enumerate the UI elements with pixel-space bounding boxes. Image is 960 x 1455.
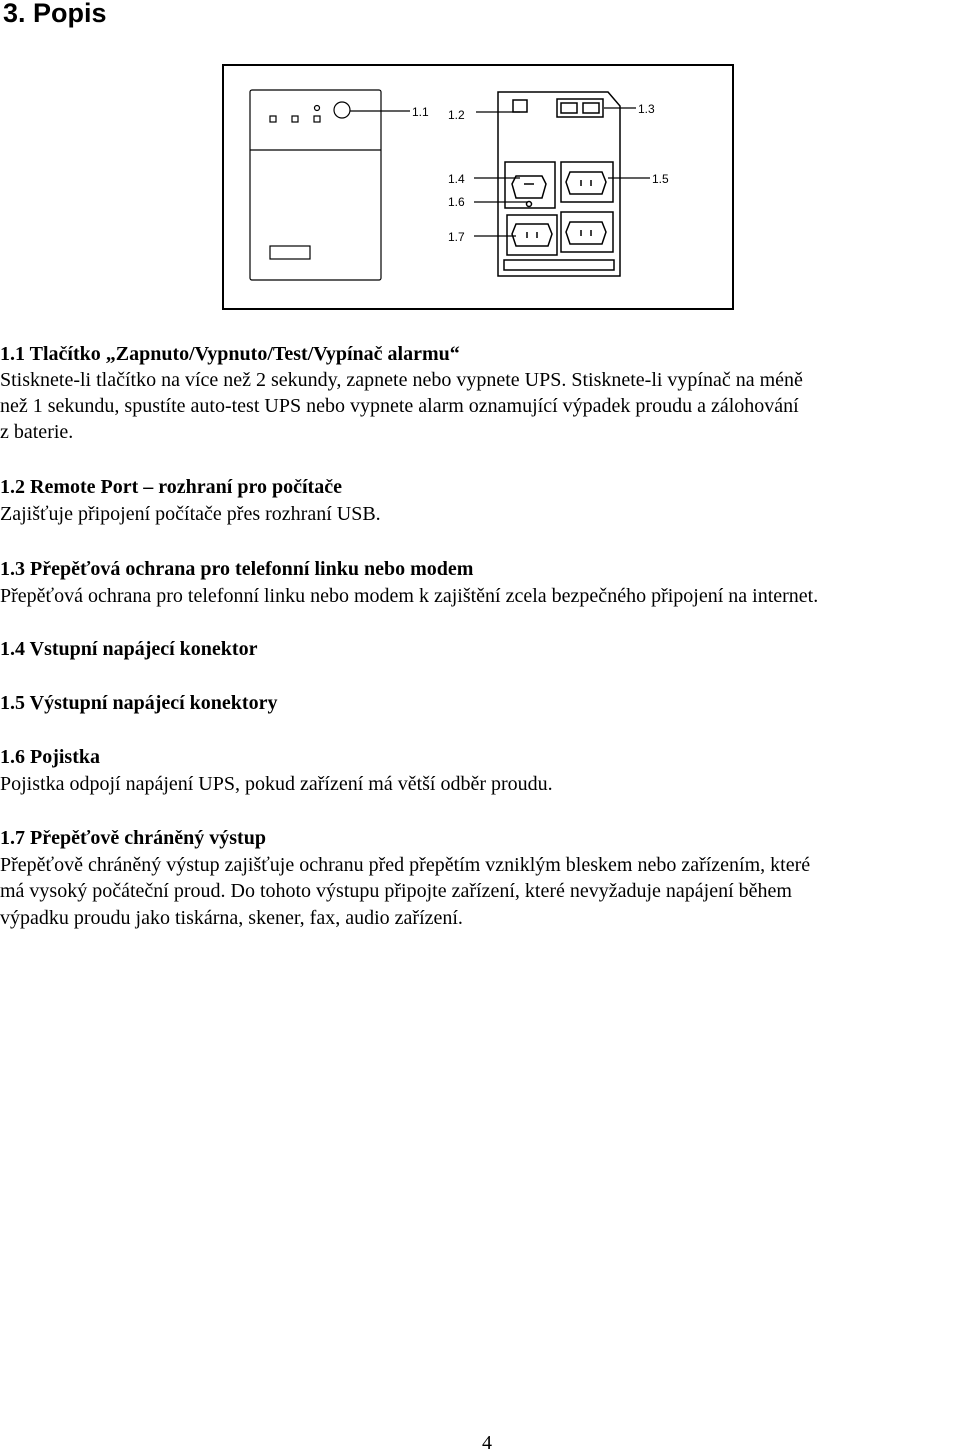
callout-label: 1.4 [448, 172, 465, 186]
section-title: 1.4 Vstupní napájecí konektor [0, 638, 258, 660]
section-title: 1.6 Pojistka [0, 746, 100, 768]
callout-label: 1.1 [412, 105, 429, 119]
callout-label: 1.2 [448, 108, 465, 122]
callout-label: 1.6 [448, 195, 465, 209]
page-number: 4 [482, 1432, 492, 1454]
section-title: 1.7 Přepěťově chráněný výstup [0, 827, 266, 849]
section-body-line: výpadku proudu jako tiskárna, skener, fax, audio zařízení. [0, 907, 463, 929]
callout-leader-lines [350, 108, 650, 236]
ups-front-view [250, 90, 381, 280]
section-body-line: Zajišťuje připojení počítače přes rozhraní USB. [0, 503, 381, 525]
callout-label: 1.3 [638, 102, 655, 116]
section-title: 1.5 Výstupní napájecí konektory [0, 692, 278, 714]
ups-rear-view [498, 92, 620, 276]
section-title: 1.2 Remote Port – rozhraní pro počítače [0, 476, 342, 498]
section-body-line: Přepěťově chráněný výstup zajišťuje ochranu před přepětím vzniklým bleskem nebo zařízením, které [0, 854, 811, 876]
section-title: 1.1 Tlačítko „Zapnuto/Vypnuto/Test/Vypínač alarmu“ [0, 343, 460, 365]
section-body-line: Stisknete-li tlačítko na více než 2 sekundy, zapnete nebo vypnete UPS. Stisknete-li vypínač na méně [0, 369, 803, 391]
section-body-line: má vysoký počáteční proud. Do tohoto výstupu připojte zařízení, které nevyžaduje napájení během [0, 880, 792, 902]
section-body-line: z baterie. [0, 421, 74, 443]
section-title: 1.3 Přepěťová ochrana pro telefonní linku nebo modem [0, 558, 474, 580]
page-heading: 3. Popis [3, 0, 107, 28]
ups-diagram [222, 64, 734, 310]
section-body-line: Přepěťová ochrana pro telefonní linku nebo modem k zajištění zcela bezpečného připojení na internet. [0, 585, 819, 607]
section-body-line: Pojistka odpojí napájení UPS, pokud zařízení má větší odběr proudu. [0, 773, 553, 795]
callout-label: 1.7 [448, 230, 465, 244]
callout-label: 1.5 [652, 172, 669, 186]
section-body-line: než 1 sekundu, spustíte auto-test UPS nebo vypnete alarm oznamující výpadek proudu a zálohování [0, 395, 799, 417]
